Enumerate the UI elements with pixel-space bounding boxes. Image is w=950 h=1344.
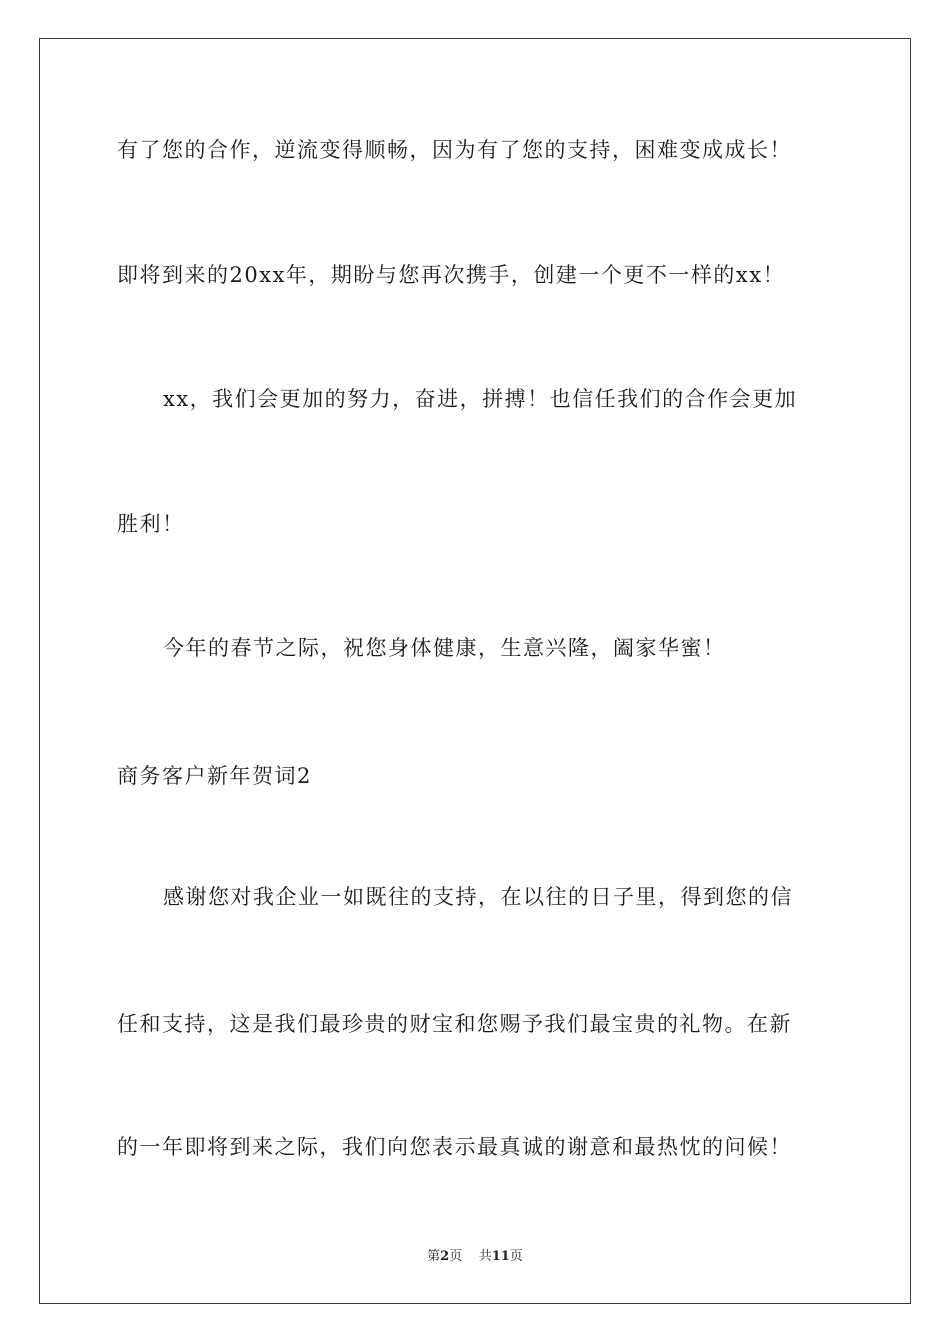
page-suffix: 页 bbox=[449, 1249, 463, 1264]
paragraph-line: 即将到来的20xx年，期盼与您再次携手，创建一个更不一样的xx！ bbox=[117, 263, 786, 287]
total-pages: 11 bbox=[491, 1249, 510, 1264]
paragraph-line: 胜利！ bbox=[117, 512, 185, 536]
paragraph-line: 有了您的合作，逆流变得顺畅，因为有了您的支持，困难变成成长！ bbox=[117, 138, 792, 162]
paragraph-line: 任和支持，这是我们最珍贵的财宝和您赐予我们最宝贵的礼物。在新 bbox=[117, 1012, 792, 1036]
page-number: 2 bbox=[440, 1249, 450, 1264]
paragraph-line: 的一年即将到来之际，我们向您表示最真诚的谢意和最热忱的问候！ bbox=[117, 1135, 792, 1159]
total-suffix: 页 bbox=[509, 1249, 523, 1264]
section-heading: 商务客户新年贺词2 bbox=[117, 764, 312, 788]
page-footer bbox=[0, 1248, 950, 1266]
paragraph-line: xx，我们会更加的努力，奋进，拼搏！也信任我们的合作会更加 bbox=[163, 387, 798, 411]
page-prefix: 第 bbox=[427, 1249, 441, 1264]
total-prefix: 共 bbox=[478, 1249, 492, 1264]
paragraph-line: 感谢您对我企业一如既往的支持，在以往的日子里，得到您的信 bbox=[163, 885, 793, 909]
paragraph-line: 今年的春节之际，祝您身体健康，生意兴隆，阖家华蜜！ bbox=[163, 636, 726, 660]
page-frame bbox=[39, 38, 911, 1304]
